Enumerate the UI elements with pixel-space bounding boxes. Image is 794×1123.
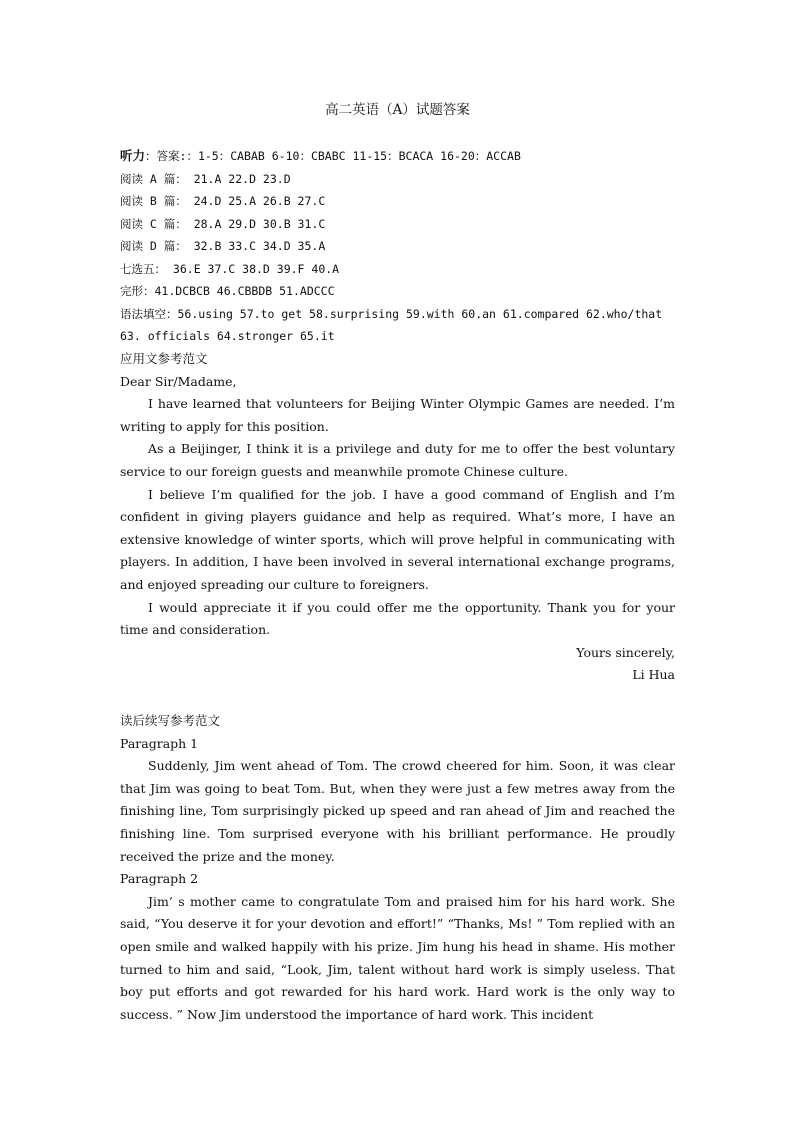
letter-salutation: Dear Sir/Madame, bbox=[120, 373, 237, 389]
listening-text: ：答案:：1-5：CABAB 6-10：CBABC 11-15：BCACA 16-20：ACCAB bbox=[145, 149, 521, 163]
grammar-answers-line-1: 语法填空：56.using 57.to get 58.surprising 59.with 60.an 61.compared 62.who/that bbox=[120, 306, 663, 321]
paragraph-2-text: Jim’ s mother came to congratulate Tom and praised him for his hard work. She said, “You deserve it for your devotion and effort!” “Thanks, Ms! ” Tom replied with an open smile and walked happily with his prize. Jim hung his head in shame. His mother turned to him and said, “Look, Jim, talent without hard work is simply useless. That boy put efforts and got rewarded for his hard work. Hard work is the only way to success. ” Now Jim understood the importance of hard work. This incident bbox=[120, 893, 675, 1022]
letter-section bbox=[120, 348, 675, 687]
letter-signature: Li Hua bbox=[632, 667, 675, 683]
paragraph-1-text: Suddenly, Jim went ahead of Tom. The crowd cheered for him. Soon, it was clear that Jim was going to beat Tom. But, when they were just a few metres away from the finishing line, Tom surprisingly picked up speed and ran ahead of Jim and reached the finishing line. Tom surprised everyone with his brilliant performance. He proudly received the prize and the money. bbox=[120, 758, 675, 864]
reading-d-answers: 阅读 D 篇： 32.B 33.C 34.D 35.A bbox=[120, 239, 326, 253]
page-title: 高二英语（A）试题答案 bbox=[325, 102, 470, 118]
continuation-heading: 读后续写参考范文 bbox=[120, 713, 221, 728]
letter-closing: Yours sincerely, bbox=[576, 644, 675, 660]
grammar-answers-line-2: 63. officials 64.stronger 65.it bbox=[120, 329, 335, 343]
reading-c-answers: 阅读 C 篇： 28.A 29.D 30.B 31.C bbox=[120, 216, 326, 231]
letter-heading: 应用文参考范文 bbox=[120, 351, 208, 366]
paragraph-1-label: Paragraph 1 bbox=[120, 735, 199, 751]
listening-label: 听力 bbox=[120, 148, 146, 163]
letter-paragraph: As a Beijinger, I think it is a privilege and duty for me to offer the best voluntary service to our foreign guests and meanwhile promote Chinese culture. bbox=[120, 441, 675, 479]
cloze-answers: 完形：41.DCBCB 46.CBBDB 51.ADCCC bbox=[120, 284, 335, 298]
listening-answers bbox=[120, 145, 675, 168]
letter-paragraph: I have learned that volunteers for Beijing Winter Olympic Games are needed. I’m writing to apply for this position. bbox=[120, 396, 675, 434]
reading-a-answers: 阅读 A 篇： 21.A 22.D 23.D bbox=[120, 171, 291, 186]
letter-paragraph: I would appreciate it if you could offer me the opportunity. Thank you for your time and consideration. bbox=[120, 599, 675, 638]
answer-key bbox=[120, 145, 675, 348]
continuation-section bbox=[120, 710, 675, 1026]
letter-paragraph: I believe I’m qualified for the job. I have a good command of English and I’m confident in giving players guidance and help as required. What’s more, I have an extensive knowledge of winter sports, which will prove helpful in communicating with players. In addition, I have been involved in several international exchange programs, and enjoyed spreading our culture to foreigners. bbox=[120, 486, 675, 592]
seven-choose-five-answers: 七选五： 36.E 37.C 38.D 39.F 40.A bbox=[120, 261, 340, 276]
reading-b-answers: 阅读 B 篇： 24.D 25.A 26.B 27.C bbox=[120, 194, 326, 208]
paragraph-2-label: Paragraph 2 bbox=[120, 871, 199, 887]
